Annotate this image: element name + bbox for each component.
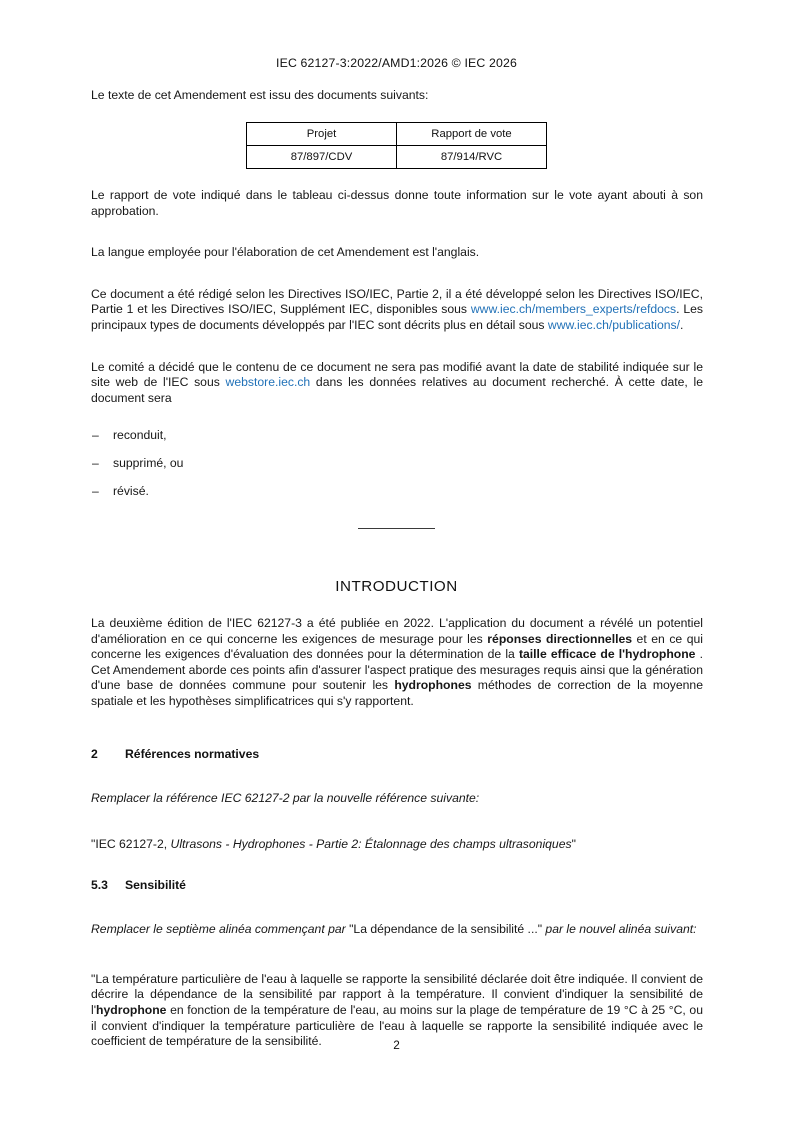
stability-text-1: Le comité a décidé que le contenu de ce document ne sera pas modifié avant la date de stabilité indiquée sur le site web de l'IEC sous <box>91 359 703 390</box>
spacer <box>91 219 703 245</box>
dash-marker: – <box>92 428 99 443</box>
table-header-rapport-de-vote: Rapport de vote <box>397 123 547 146</box>
spacer <box>91 334 703 360</box>
reference-quote-62127-2 <box>91 837 703 853</box>
stability-options-list <box>91 428 703 499</box>
spacer <box>91 807 703 837</box>
sensitivity-text-2: en fonction de la température de l'eau, au moins sur la plage de température de 19 °C à 25 °C, ou il convient d'indiquer la température particulière de l'eau à laquelle se rapporte la sensibilité indiquée avec le coefficient de température de la sensibilité. <box>91 1002 703 1049</box>
directives-text-2: . Les principaux types de documents développés par l'IEC sont décrits plus en détail sous <box>91 302 703 332</box>
intro-text-4: méthodes de correction de la moyenne spatiale et les hypothèses simplificatrices qui s'y rapportent. <box>91 678 703 708</box>
section-title-5-3: Sensibilité <box>125 878 186 893</box>
vote-table-wrapper <box>0 122 793 169</box>
instruction-section-5-3 <box>91 922 703 938</box>
dash-marker: – <box>92 483 99 498</box>
instruction-5-3-text-2: par le nouvel alinéa suivant: <box>542 922 697 937</box>
sensitivity-text-1: "La température particulière de l'eau à laquelle se rapporte la sensibilité déclarée doit être indiquée. Il convient de décrire la dépendance de la sensibilité par rapport à la température. Il convient d'indiquer la sensibilité de l' <box>91 971 703 1017</box>
reference-title-italic: Ultrasons - Hydrophones - Partie 2: Étalonnage des champs ultrasoniques <box>170 836 572 851</box>
table-header-projet: Projet <box>247 123 397 146</box>
sensitivity-bold-hydrophone: hydrophone <box>96 1002 167 1017</box>
introduction-body <box>91 616 703 710</box>
directives-text-1: Ce document a été rédigé selon les Directives ISO/IEC, Partie 2, il a été développé selon les Directives ISO/IEC, Partie 1 et les Directives ISO/IEC, Supplément IEC, disponibles sous <box>91 286 703 317</box>
intro-text-3: . Cet Amendement aborde ces points afin d'assurer l'aspect pratique des mesurages requis ainsi que la génération d'une base de données commune pour soutenir les <box>91 647 703 693</box>
intro-bold-taille-efficace: taille efficace de l'hydrophone <box>518 647 696 662</box>
intro-bold-reponses-directionnelles: réponses directionnelles <box>487 631 633 646</box>
section-number-2: 2 <box>91 747 98 761</box>
amendment-sections <box>91 747 703 1050</box>
introduction-title: INTRODUCTION <box>335 578 458 595</box>
paragraph-vote-report: Le rapport de vote indiqué dans le tableau ci-dessus donne toute information sur le vote ayant abouti à son approbation. <box>91 188 703 218</box>
table-cell-rapport-value: 87/914/RVC <box>397 146 547 169</box>
instruction-5-3-text-1: Remplacer le septième alinéa commençant par <box>91 922 350 937</box>
link-publications[interactable]: www.iec.ch/publications/ <box>547 317 681 332</box>
divider-bar <box>358 528 435 529</box>
reference-prefix: "IEC 62127-2, <box>91 836 171 851</box>
link-refdocs[interactable]: www.iec.ch/members_experts/refdocs <box>470 302 677 317</box>
instruction-text-2: Remplacer la référence IEC 62127-2 par la nouvelle référence suivante: <box>91 791 480 805</box>
table-cell-projet-value: 87/897/CDV <box>247 146 397 169</box>
intro-text-1: La deuxième édition de l'IEC 62127-3 a été publiée en 2022. L'application du document a révélé un potentiel d'amélioration en ce qui concerne les exigences de mesurage pour les <box>91 616 703 646</box>
spacer <box>91 261 703 287</box>
paragraph-language: La langue employée pour l'élaboration de cet Amendement est l'anglais. <box>91 245 480 260</box>
source-documents-block <box>91 88 703 104</box>
list-item-label: reconduit, <box>113 428 167 443</box>
paragraph-stability <box>91 360 703 407</box>
list-item-label: supprimé, ou <box>113 455 184 470</box>
section-title-2: Références normatives <box>125 747 260 761</box>
table-row-header <box>247 123 547 146</box>
dash-marker: – <box>92 455 99 470</box>
vote-table <box>246 122 547 169</box>
link-webstore[interactable]: webstore.iec.ch <box>225 375 311 390</box>
instruction-section-2 <box>91 791 703 807</box>
source-documents-lead: Le texte de cet Amendement est issu des documents suivants: <box>91 88 429 102</box>
spacer <box>91 761 703 791</box>
spacer <box>91 938 703 972</box>
paragraph-introduction <box>91 616 703 710</box>
paragraph-directives <box>91 287 703 334</box>
section-number-5-3: 5.3 <box>91 878 108 893</box>
front-matter-block <box>91 188 703 511</box>
spacer <box>91 406 703 428</box>
intro-bold-hydrophones: hydrophones <box>394 678 472 693</box>
intro-text-2: et en ce qui concerne les exigences d'évaluation des données pour la détermination de la <box>91 631 703 662</box>
running-header: IEC 62127-3:2022/AMD1:2026 © IEC 2026 <box>276 56 517 70</box>
directives-text-3: . <box>680 317 684 332</box>
page-number: 2 <box>393 1038 400 1052</box>
list-item-label: révisé. <box>113 483 149 498</box>
section-divider <box>0 528 793 529</box>
instruction-5-3-quote: "La dépendance de la sensibilité ..." <box>349 922 543 937</box>
list-item <box>91 484 703 500</box>
table-row <box>247 146 547 169</box>
stability-text-2: dans les données relatives au document recherché. À cette date, le document sera <box>91 375 703 405</box>
list-item <box>91 456 703 472</box>
section-heading-2 <box>91 747 703 761</box>
reference-suffix: " <box>571 836 576 851</box>
list-item <box>91 428 703 444</box>
spacer <box>91 892 703 922</box>
spacer <box>91 852 703 878</box>
section-heading-5-3 <box>91 878 703 892</box>
